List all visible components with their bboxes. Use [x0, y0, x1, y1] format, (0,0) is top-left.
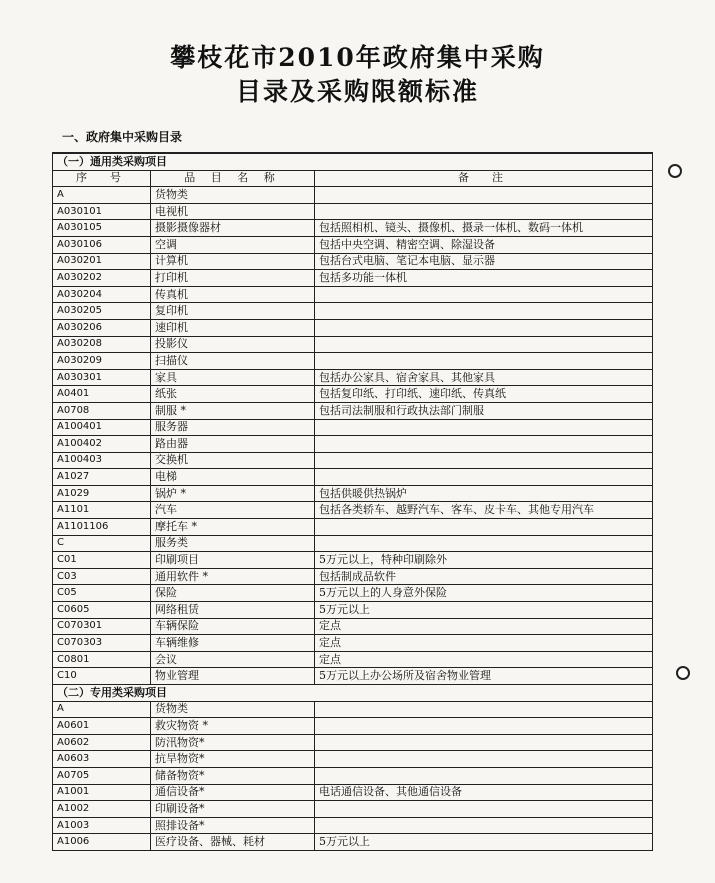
table-row: [53, 436, 653, 453]
item-note: 包括司法制服和行政执法部门制服: [315, 402, 653, 419]
item-code: A0603: [53, 751, 151, 768]
item-name: 车辆保险: [151, 618, 315, 635]
procurement-catalog-table: [52, 152, 653, 851]
item-name: 汽车: [151, 502, 315, 519]
item-note: 包括各类轿车、越野汽车、客车、皮卡车、其他专用汽车: [315, 502, 653, 519]
item-note: 电话通信设备、其他通信设备: [315, 784, 653, 801]
item-note: [315, 436, 653, 453]
table-row: [53, 668, 653, 685]
item-code: A0705: [53, 767, 151, 784]
item-note: [315, 718, 653, 735]
item-code: A: [53, 187, 151, 204]
item-note: 包括照相机、镜头、摄像机、摄录一体机、数码一体机: [315, 220, 653, 237]
item-code: C070301: [53, 618, 151, 635]
item-name: 货物类: [151, 187, 315, 204]
item-note: [315, 734, 653, 751]
table-row: [53, 402, 653, 419]
item-note: [315, 701, 653, 718]
column-header-note: 备 注: [315, 170, 653, 187]
item-code: C10: [53, 668, 151, 685]
item-note: [315, 817, 653, 834]
item-note: [315, 419, 653, 436]
item-code: A1006: [53, 834, 151, 851]
item-note: [315, 519, 653, 536]
general-section-heading: （一）通用类采购项目: [53, 153, 653, 170]
item-name: 家具: [151, 369, 315, 386]
item-code: A100402: [53, 436, 151, 453]
table-row: [53, 336, 653, 353]
table-row: [53, 535, 653, 552]
binder-hole-icon: [668, 164, 682, 178]
item-code: C: [53, 535, 151, 552]
table-row: [53, 353, 653, 370]
item-note: 定点: [315, 618, 653, 635]
table-row: [53, 253, 653, 270]
item-note: 定点: [315, 651, 653, 668]
item-note: [315, 452, 653, 469]
item-code: A030208: [53, 336, 151, 353]
table-row: [53, 303, 653, 320]
item-code: A030101: [53, 203, 151, 220]
item-code: A1002: [53, 801, 151, 818]
table-row: [53, 485, 653, 502]
item-code: A: [53, 701, 151, 718]
item-code: A1001: [53, 784, 151, 801]
table-row: [53, 386, 653, 403]
table-row: [53, 635, 653, 652]
item-code: A030206: [53, 319, 151, 336]
item-name: 交换机: [151, 452, 315, 469]
item-code: A1003: [53, 817, 151, 834]
table-row: [53, 602, 653, 619]
table-row: [53, 718, 653, 735]
table-row: [53, 203, 653, 220]
item-name: 空调: [151, 236, 315, 253]
item-name: 制服 *: [151, 402, 315, 419]
item-name: 复印机: [151, 303, 315, 320]
item-code: A030301: [53, 369, 151, 386]
item-note: [315, 286, 653, 303]
table-row: [53, 585, 653, 602]
item-note: 包括供暖供热锅炉: [315, 485, 653, 502]
item-note: [315, 751, 653, 768]
table-row: [53, 419, 653, 436]
item-name: 服务器: [151, 419, 315, 436]
item-code: A1029: [53, 485, 151, 502]
table-row: [53, 767, 653, 784]
item-code: A0602: [53, 734, 151, 751]
item-code: A100403: [53, 452, 151, 469]
item-name: 医疗设备、器械、耗材: [151, 834, 315, 851]
item-code: A100401: [53, 419, 151, 436]
item-note: 5万元以上，特种印刷除外: [315, 552, 653, 569]
table-row: [53, 452, 653, 469]
item-name: 摄影摄像器材: [151, 220, 315, 237]
table-row: [53, 236, 653, 253]
item-name: 印刷设备*: [151, 801, 315, 818]
item-code: A1027: [53, 469, 151, 486]
column-header-name: 品 目 名 称: [151, 170, 315, 187]
item-code: A0401: [53, 386, 151, 403]
item-note: 5万元以上办公场所及宿舍物业管理: [315, 668, 653, 685]
item-note: 5万元以上的人身意外保险: [315, 585, 653, 602]
item-note: [315, 203, 653, 220]
item-note: 包括办公家具、宿舍家具、其他家具: [315, 369, 653, 386]
table-row: [53, 286, 653, 303]
item-name: 传真机: [151, 286, 315, 303]
item-name: 储备物资*: [151, 767, 315, 784]
item-note: [315, 535, 653, 552]
item-note: [315, 767, 653, 784]
item-note: 定点: [315, 635, 653, 652]
table-header-row: [53, 170, 653, 187]
special-section-heading: （二）专用类采购项目: [53, 685, 653, 702]
item-code: C0801: [53, 651, 151, 668]
item-note: 包括多功能一体机: [315, 270, 653, 287]
item-name: 打印机: [151, 270, 315, 287]
item-code: A030204: [53, 286, 151, 303]
item-note: 包括制成品软件: [315, 568, 653, 585]
item-code: A1101106: [53, 519, 151, 536]
item-name: 防汛物资*: [151, 734, 315, 751]
item-code: A030205: [53, 303, 151, 320]
document-title-line1: 攀枝花市2010年政府集中采购: [170, 43, 545, 72]
item-name: 印刷项目: [151, 552, 315, 569]
item-name: 会议: [151, 651, 315, 668]
special-section-row: [53, 685, 653, 702]
item-name: 计算机: [151, 253, 315, 270]
table-row: [53, 834, 653, 851]
item-name: 投影仪: [151, 336, 315, 353]
item-code: A030106: [53, 236, 151, 253]
item-note: [315, 336, 653, 353]
item-name: 电视机: [151, 203, 315, 220]
item-name: 服务类: [151, 535, 315, 552]
item-note: 5万元以上: [315, 602, 653, 619]
item-note: 包括复印纸、打印纸、速印纸、传真纸: [315, 386, 653, 403]
item-code: A030209: [53, 353, 151, 370]
item-note: 5万元以上: [315, 834, 653, 851]
table-row: [53, 817, 653, 834]
table-row: [53, 220, 653, 237]
table-row: [53, 319, 653, 336]
item-name: 车辆维修: [151, 635, 315, 652]
item-name: 照排设备*: [151, 817, 315, 834]
item-note: [315, 801, 653, 818]
table-row: [53, 784, 653, 801]
table-row: [53, 469, 653, 486]
item-note: [315, 187, 653, 204]
section-heading: 一、政府集中采购目录: [62, 130, 183, 144]
item-code: A030105: [53, 220, 151, 237]
general-section-row: [53, 153, 653, 170]
item-name: 锅炉 *: [151, 485, 315, 502]
item-code: A030202: [53, 270, 151, 287]
item-note: 包括台式电脑、笔记本电脑、显示器: [315, 253, 653, 270]
item-name: 物业管理: [151, 668, 315, 685]
table-row: [53, 502, 653, 519]
binder-hole-icon: [676, 666, 690, 680]
item-name: 通用软件 *: [151, 568, 315, 585]
table-row: [53, 751, 653, 768]
item-code: A0708: [53, 402, 151, 419]
table-row: [53, 270, 653, 287]
item-name: 救灾物资 *: [151, 718, 315, 735]
item-name: 网络租赁: [151, 602, 315, 619]
item-name: 电梯: [151, 469, 315, 486]
item-note: [315, 353, 653, 370]
item-code: A0601: [53, 718, 151, 735]
item-code: C0605: [53, 602, 151, 619]
document-title-line2: 目录及采购限额标准: [235, 77, 479, 106]
table-row: [53, 552, 653, 569]
item-code: A030201: [53, 253, 151, 270]
table-row: [53, 701, 653, 718]
item-name: 货物类: [151, 701, 315, 718]
table-row: [53, 651, 653, 668]
table-row: [53, 568, 653, 585]
item-note: [315, 469, 653, 486]
item-name: 路由器: [151, 436, 315, 453]
table-row: [53, 801, 653, 818]
item-note: 包括中央空调、精密空调、除湿设备: [315, 236, 653, 253]
item-name: 通信设备*: [151, 784, 315, 801]
item-code: C070303: [53, 635, 151, 652]
item-code: C05: [53, 585, 151, 602]
item-note: [315, 303, 653, 320]
item-name: 扫描仪: [151, 353, 315, 370]
table-row: [53, 734, 653, 751]
item-name: 保险: [151, 585, 315, 602]
item-name: 纸张: [151, 386, 315, 403]
table-row: [53, 618, 653, 635]
item-name: 抗旱物资*: [151, 751, 315, 768]
item-note: [315, 319, 653, 336]
item-code: A1101: [53, 502, 151, 519]
column-header-code: 序 号: [53, 170, 151, 187]
item-code: C03: [53, 568, 151, 585]
item-name: 摩托车 *: [151, 519, 315, 536]
table-row: [53, 187, 653, 204]
table-row: [53, 369, 653, 386]
item-code: C01: [53, 552, 151, 569]
table-row: [53, 519, 653, 536]
item-name: 速印机: [151, 319, 315, 336]
